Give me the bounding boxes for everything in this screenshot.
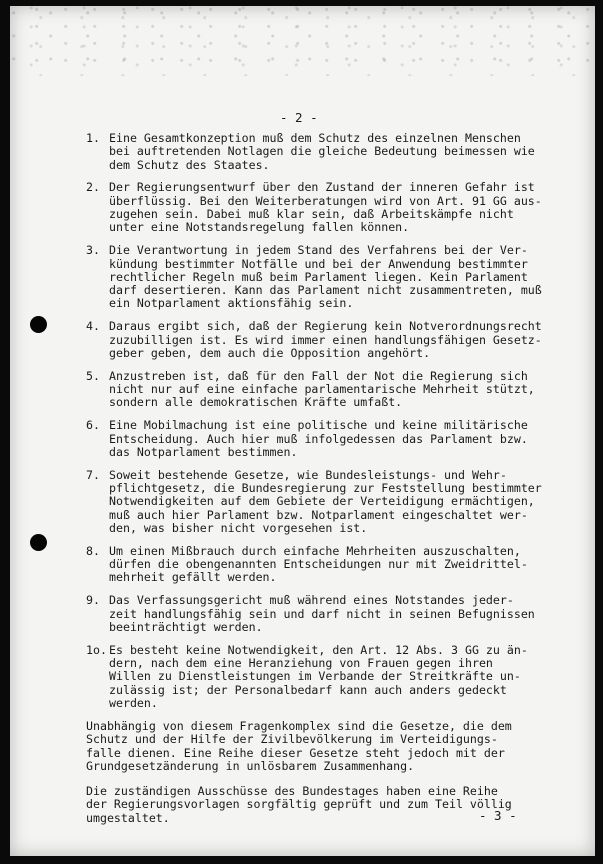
list-item-text: Das Verfassungsgericht muß während eines Notstandes jeder- zeit handlungsfähig sein und darf nicht in seinen Befugnissen beeinträchtigt werden. [109,593,535,634]
list-item [86,132,576,172]
list-item-number: 8. [86,543,100,558]
list-item [86,320,576,360]
list-item [86,545,576,585]
list-item-number: 3. [86,243,100,258]
punch-hole [30,316,47,333]
list-item-text: Um einen Mißbrauch durch einfache Mehrheiten auszuschalten, dürfen die obengenannten Entscheidungen nur mit Zweidrittel- mehrheit gefällt werden. [109,543,528,585]
page-number-next: - 3 - [479,808,517,823]
list-item-text: Der Regierungsentwurf über den Zustand der inneren Gefahr ist überflüssig. Bei den Weiterberatungen wird von Art. 91 GG aus- zugehen sein. Dabei muß klar sein, daß Arbeitskämpfe nicht unter eine Notstandsregelung fallen können. [109,180,542,235]
list-item-number: 2. [86,180,100,195]
page-number-top: - 2 - [280,110,318,125]
list-item-number: 9. [86,593,100,608]
list-item-text: Eine Gesamtkonzeption muß dem Schutz des einzelnen Menschen bei auftretenden Notlagen die gleiche Bedeutung beimessen wie dem Schutz des Staates. [109,131,535,172]
list-item-number: 1o. [86,642,107,657]
list-item-text: Eine Mobilmachung ist eine politische und keine militärische Entscheidung. Auch hier muß infolgedessen das Parlament bzw. das Notparlament bestimmen. [109,418,528,459]
list-item [86,469,576,535]
list-item [86,370,576,410]
list-item-number: 1. [86,131,100,145]
scan-noise [10,6,595,76]
list-item-number: 7. [86,467,100,482]
list-item-number: 5. [86,368,100,383]
paragraph-committees: Die zuständigen Ausschüsse des Bundestages haben eine Reihe der Regierungsvorlagen sorgfältig geprüft und zum Teil völlig umgestaltet. [86,784,512,825]
paragraph-civil-protection: Unabhängig von diesem Fragenkomplex sind die Gesetze, die dem Schutz und der Hilfe der Zivilbevölkerung im Verteidigungs- falle dienen. Eine Reihe dieser Gesetze steht jedoch mit der Grundgesetzänderung in unlösbarem Zusammenhang. [86,718,512,773]
list-item [86,244,576,310]
list-item-number: 6. [86,418,100,433]
list-item [86,419,576,459]
list-item-text: Anzustreben ist, daß für den Fall der Not die Regierung sich nicht nur auf eine einfache parlamentarische Mehrheit stützt, sondern alle demokratischen Kräfte umfaßt. [109,368,535,410]
list-item [86,644,576,710]
document-body [86,132,576,837]
list-item-number: 4. [86,319,100,334]
document-page [10,6,595,856]
list-item-text: Soweit bestehende Gesetze, wie Bundesleistungs- und Wehr- pflichtgesetz, die Bundesregierung zur Feststellung bestimmter Notwendigkeiten auf dem Gebiete der Verteidigung ermächtigen, muß auch hier Parlament bzw. Notparlament eingeschaltet wer- den, was bisher nicht vorgesehen ist. [109,467,542,535]
punch-hole [30,534,47,551]
list-item [86,594,576,634]
list-item [86,181,576,234]
list-item-text: Es besteht keine Notwendigkeit, den Art. 12 Abs. 3 GG zu än- dern, nach dem eine Heranziehung von Frauen gegen ihren Willen zu Dienstleistungen im Verbande der Streitkräfte un- zulässig ist; der Personalbedarf kann auch anders gedeckt werden. [109,642,528,711]
list-item-text: Daraus ergibt sich, daß der Regierung kein Notverordnungsrecht zuzubilligen ist. Es wird immer einen handlungsfähigen Gesetz- geber geben, dem auch die Opposition angehört. [109,319,542,360]
list-item-text: Die Verantwortung in jedem Stand des Verfahrens bei der Ver- kündung bestimmter Notfälle und bei der Anwendung bestimmter rechtlicher Regeln muß beim Parlament liegen. Kein Parlament darf desertieren. Kann das Parlament nicht zusammentreten, muß ein Notparlament aktionsfähig sein. [109,243,542,311]
